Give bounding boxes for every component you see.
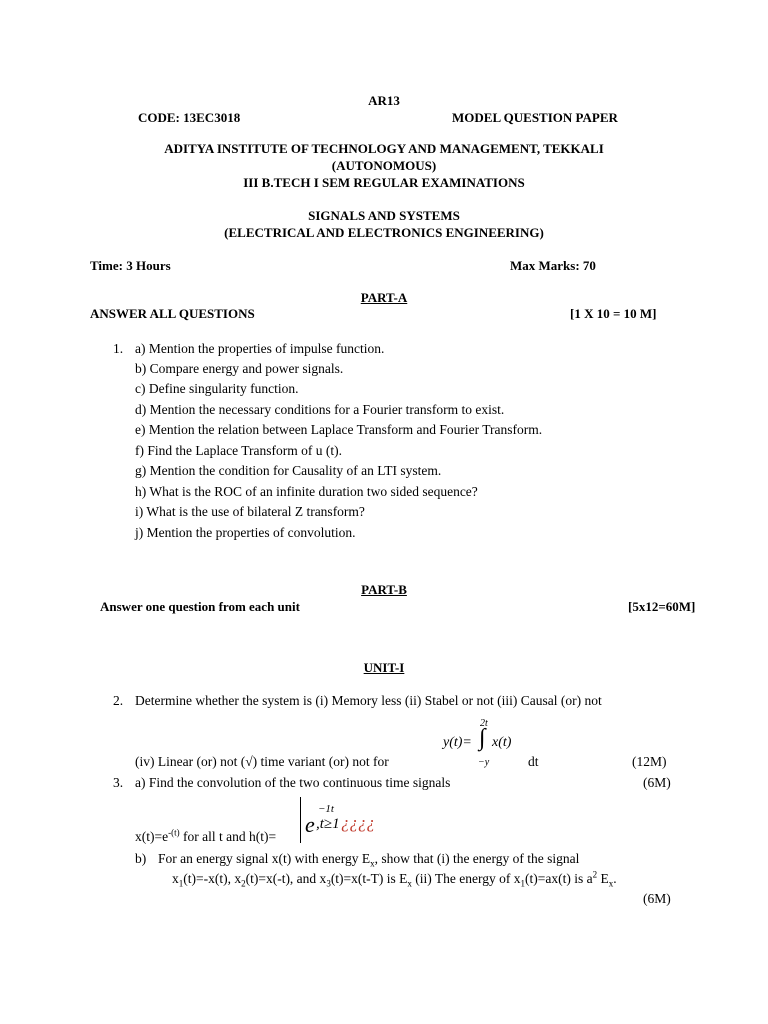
course-code: CODE: 13EC3018 bbox=[138, 110, 241, 125]
q3b-line1 bbox=[158, 851, 579, 867]
q2-text-line2 bbox=[135, 754, 389, 770]
h-signal-garbled: ¿¿¿¿ bbox=[341, 813, 375, 832]
integral-upper-limit: 2t bbox=[480, 718, 488, 729]
part-a-item: f) Find the Laplace Transform of u (t). bbox=[135, 443, 342, 458]
part-a-item: d) Mention the necessary conditions for a Fourier transform to exist. bbox=[135, 402, 505, 417]
q3a-marks: (6M) bbox=[643, 775, 671, 790]
part-b-title: PART-B bbox=[361, 582, 407, 597]
part-b-instruction: Answer one question from each unit bbox=[100, 599, 300, 614]
integral-lower-limit: −y bbox=[478, 757, 490, 768]
h-signal-exponent: −1t bbox=[318, 803, 334, 815]
q2-text-line1: Determine whether the system is (i) Memory less (ii) Stabel or not (iii) Causal (or) not bbox=[135, 693, 602, 708]
integrand: x(t) bbox=[492, 735, 512, 750]
check-mark: √ bbox=[245, 754, 253, 769]
unit-1-title: UNIT-I bbox=[363, 660, 405, 675]
institute-status: (AUTONOMOUS) bbox=[331, 158, 437, 173]
h-signal-prefix: for all t and h(t)= bbox=[179, 829, 277, 844]
q3b-line1a: For an energy signal x(t) with energy E bbox=[158, 851, 371, 866]
q3b-line2 bbox=[172, 871, 617, 887]
q3b-text: (t)=ax(t) is a bbox=[525, 871, 593, 886]
piecewise-bracket bbox=[300, 797, 301, 843]
part-a-instruction: ANSWER ALL QUESTIONS bbox=[90, 306, 255, 321]
q3b-sub: 3 bbox=[326, 878, 331, 889]
part-a-item: c) Define singularity function. bbox=[135, 381, 299, 396]
dt-label: dt bbox=[528, 754, 539, 769]
part-a-item: g) Mention the condition for Causality of an LTI system. bbox=[135, 463, 442, 478]
part-a-title: PART-A bbox=[360, 290, 408, 305]
question-number: 3. bbox=[113, 775, 124, 790]
q2-marks: (12M) bbox=[632, 754, 667, 769]
part-a-item: i) What is the use of bilateral Z transform? bbox=[135, 504, 365, 519]
regulation: AR13 bbox=[368, 93, 400, 108]
q3b-text: (t)=-x(t), x bbox=[183, 871, 242, 886]
q3b-text: E bbox=[597, 871, 609, 886]
q3b-text: . bbox=[613, 871, 617, 886]
x-signal-base: x(t)=e bbox=[135, 829, 169, 844]
q3b-marks: (6M) bbox=[643, 891, 671, 906]
part-a-item: h) What is the ROC of an infinite duration two sided sequence? bbox=[135, 484, 478, 499]
q3b-text: x bbox=[172, 871, 179, 886]
q3b-label: b) bbox=[135, 851, 147, 866]
question-number: 1. bbox=[113, 341, 124, 356]
h-signal-base: e bbox=[305, 812, 315, 837]
q3a-text: a) Find the convolution of the two continuous time signals bbox=[135, 775, 451, 790]
q3a-signals bbox=[135, 829, 276, 845]
paper-type: MODEL QUESTION PAPER bbox=[452, 110, 618, 125]
q3b-text: (t)=x(t-T) is E bbox=[330, 871, 408, 886]
q3b-text: (ii) The energy of x bbox=[411, 871, 521, 886]
q2-text-line2a: (iv) Linear (or) not ( bbox=[135, 754, 246, 769]
q3b-sup: 2 bbox=[592, 869, 598, 880]
subject-title: SIGNALS AND SYSTEMS bbox=[308, 208, 460, 223]
integral-sign: ∫ bbox=[479, 725, 486, 751]
part-a-item: b) Compare energy and power signals. bbox=[135, 361, 344, 376]
q3b-line1b: , show that (i) the energy of the signal bbox=[374, 851, 580, 866]
max-marks: Max Marks: 70 bbox=[510, 258, 596, 273]
exam-time: Time: 3 Hours bbox=[90, 258, 171, 273]
question-number: 2. bbox=[113, 693, 124, 708]
part-a-item: e) Mention the relation between Laplace Transform and Fourier Transform. bbox=[135, 422, 543, 437]
part-a-marks: [1 X 10 = 10 M] bbox=[570, 306, 657, 321]
q3b-sub: x bbox=[407, 878, 412, 889]
q3b-sub: x bbox=[370, 858, 375, 869]
exam-title: III B.TECH I SEM REGULAR EXAMINATIONS bbox=[243, 175, 525, 190]
q3b-sub: 1 bbox=[520, 878, 525, 889]
q2-text-line2b: ) time variant (or) not for bbox=[252, 754, 389, 769]
part-a-item: j) Mention the properties of convolution. bbox=[135, 525, 356, 540]
q3b-text: (t)=x(-t), and x bbox=[245, 871, 327, 886]
part-a-item: a) Mention the properties of impulse function. bbox=[135, 341, 385, 356]
q3b-sub: x bbox=[608, 878, 614, 889]
branch-title: (ELECTRICAL AND ELECTRONICS ENGINEERING) bbox=[224, 225, 544, 240]
x-signal-exponent: -(t) bbox=[168, 827, 180, 838]
institute-name: ADITYA INSTITUTE OF TECHNOLOGY AND MANAGEMENT, TEKKALI bbox=[164, 141, 604, 156]
q3b-sub: 1 bbox=[178, 878, 184, 889]
part-b-marks: [5x12=60M] bbox=[628, 599, 696, 614]
equation-lhs: y(t)= bbox=[443, 735, 472, 750]
h-signal-condition: ,t≥1 bbox=[316, 816, 340, 832]
q3b-sub: 2 bbox=[241, 878, 246, 889]
